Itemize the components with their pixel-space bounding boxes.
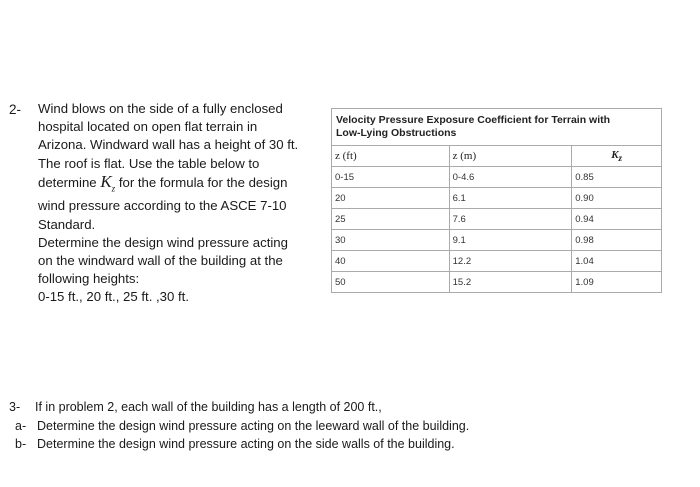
- table-title-line-2: Low-Lying Obstructions: [336, 127, 457, 139]
- table-row: [332, 251, 662, 272]
- velocity-pressure-table: [331, 108, 662, 293]
- kz-line-after: for the formula for the design: [115, 174, 288, 190]
- problem-2-line: hospital located on open flat terrain in: [38, 119, 258, 135]
- part-text: Determine the design wind pressure acting on the side walls of the building.: [37, 437, 455, 451]
- cell-kz: 0.85: [572, 167, 662, 188]
- cell-kz: 0.94: [572, 209, 662, 230]
- table-title: [332, 109, 662, 146]
- problem-2-heights: 0-15 ft., 20 ft., 25 ft. ,30 ft.: [38, 289, 190, 305]
- problem-2-number: 2-: [9, 102, 22, 117]
- problem-2-line: Wind blows on the side of a fully enclosed: [38, 101, 283, 116]
- cell-z-ft: 50: [332, 272, 450, 293]
- table-row: [332, 167, 662, 188]
- cell-z-m: 9.1: [449, 230, 572, 251]
- problem-2-text: [38, 100, 320, 307]
- problem-3-intro: [9, 398, 469, 417]
- problem-3-part-a: [9, 417, 469, 436]
- problem-2-kz-line: [38, 173, 320, 198]
- cell-kz: 1.09: [572, 272, 662, 293]
- problem-3-part-b: [9, 435, 469, 454]
- problem-2-line: Arizona. Windward wall has a height of 30 ft.: [38, 137, 299, 153]
- table-row: [332, 272, 662, 293]
- problem-2-line: on the windward wall of the building at the: [38, 253, 283, 269]
- cell-z-m: 15.2: [449, 272, 572, 293]
- problem-2-line: Standard.: [38, 216, 96, 232]
- cell-kz: 0.90: [572, 188, 662, 209]
- problem-3-text: If in problem 2, each wall of the building has a length of 200 ft.,: [35, 400, 382, 414]
- cell-kz: 1.04: [572, 251, 662, 272]
- cell-z-m: 6.1: [449, 188, 572, 209]
- header-z-m: z (m): [449, 146, 572, 167]
- cell-z-m: 7.6: [449, 209, 572, 230]
- cell-z-ft: 20: [332, 188, 450, 209]
- problem-2-line: Determine the design wind pressure acting: [38, 234, 288, 250]
- table-row: [332, 209, 662, 230]
- part-text: Determine the design wind pressure acting on the leeward wall of the building.: [37, 418, 470, 433]
- problem-3-number: 3-: [9, 400, 21, 414]
- cell-z-ft: 40: [332, 251, 450, 272]
- cell-z-ft: 30: [332, 230, 450, 251]
- cell-z-ft: 25: [332, 209, 450, 230]
- cell-kz: 0.98: [572, 230, 662, 251]
- kz-line-before: determine: [38, 174, 101, 190]
- cell-z-m: 12.2: [449, 251, 572, 272]
- header-z-ft: z (ft): [332, 146, 450, 167]
- table-title-line-1: Velocity Pressure Exposure Coefficient for Terrain with: [336, 114, 611, 126]
- cell-z-ft: 0-15: [332, 167, 450, 188]
- header-kz: $K_z$: [572, 146, 662, 167]
- table-row: [332, 230, 662, 251]
- problem-3: [9, 398, 469, 454]
- table-row: [332, 188, 662, 209]
- problem-2-line: The roof is flat. Use the table below to: [38, 155, 260, 171]
- cell-z-m: 0-4.6: [449, 167, 572, 188]
- kz-symbol: $K_z$: [100, 171, 116, 194]
- problem-2-line: following heights:: [38, 271, 140, 287]
- part-label: a-: [15, 418, 27, 433]
- part-label: b-: [15, 437, 27, 451]
- problem-2-line: wind pressure according to the ASCE 7-10: [38, 198, 287, 214]
